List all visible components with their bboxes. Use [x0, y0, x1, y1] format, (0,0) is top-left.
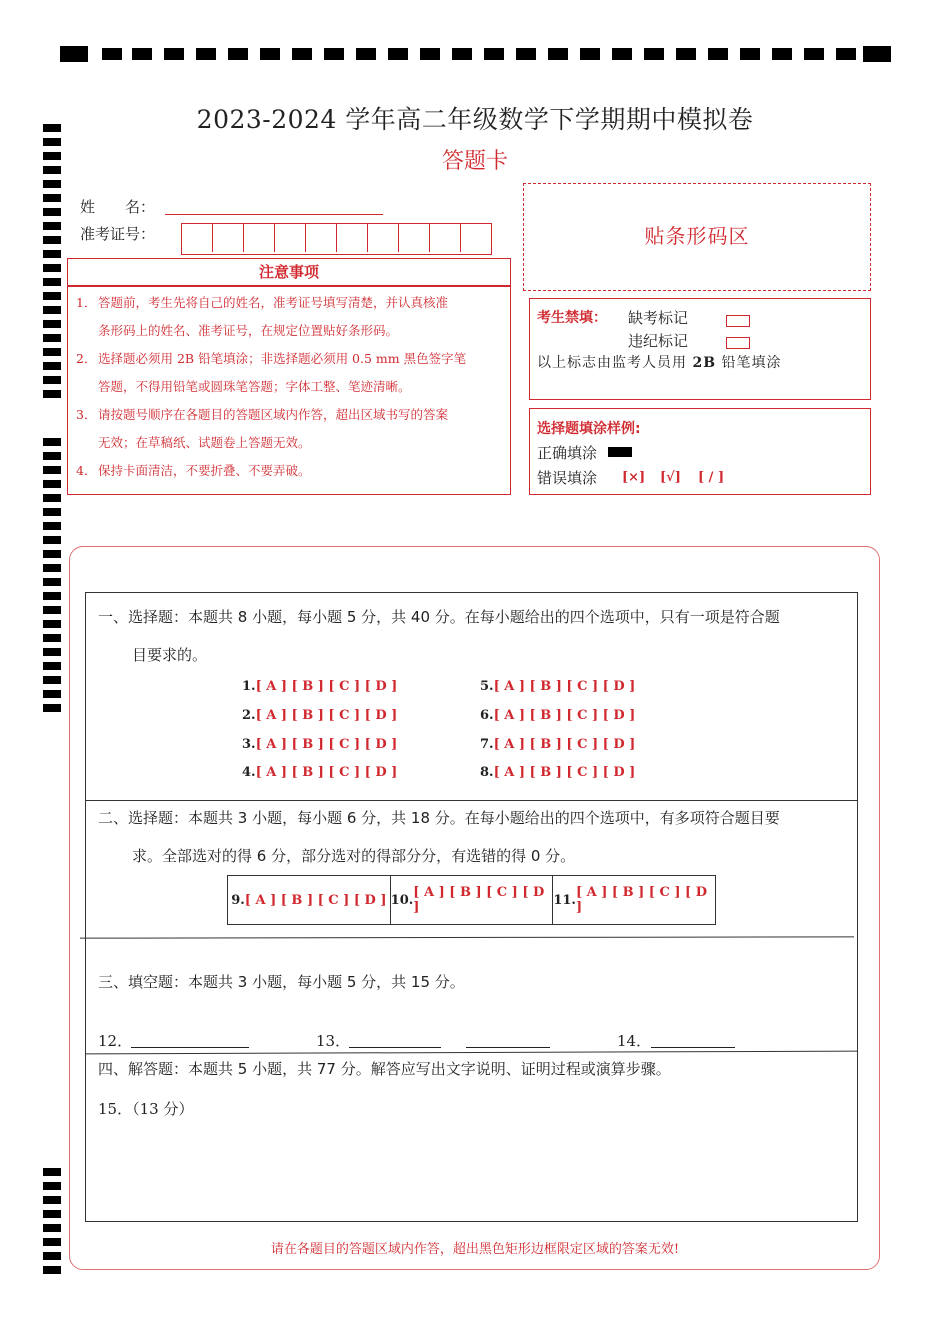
timing-mark: [43, 320, 61, 328]
timing-mark: [196, 48, 216, 60]
timing-mark: [580, 48, 600, 60]
section-2-heading-cont: 求。全部选对的得 6 分，部分选对的得部分分，有选错的得 0 分。: [132, 847, 576, 865]
notice-item-2: 2． 选择题必须用 2B 铅笔填涂；非选择题必须用 0.5 mm 黑色签字笔 答题，不得用铅笔或圆珠笔答题；字体工整、笔迹清晰。: [76, 351, 467, 394]
timing-mark: [43, 1196, 61, 1204]
question-9-options[interactable]: 9. [ A ] [ B ] [ C ] [ D ]: [228, 876, 391, 924]
question-5-options[interactable]: 5.[ A ] [ B ] [ C ] [ D ]: [480, 679, 636, 694]
name-field[interactable]: [165, 213, 383, 215]
fill-example-box: [529, 408, 871, 495]
absent-mark-label: 缺考标记: [628, 309, 689, 327]
question-10-options[interactable]: 10. [ A ] [ B ] [ C ] [ D ]: [391, 876, 554, 924]
timing-mark: [43, 292, 61, 300]
id-digit-box[interactable]: [182, 224, 213, 252]
exam-marks-box: [529, 298, 871, 400]
question-12-label: 12．: [98, 1032, 133, 1050]
timing-mark: [43, 564, 61, 572]
page-title: 2023-2024 学年高二年级数学下学期期中模拟卷: [196, 105, 754, 134]
timing-mark: [516, 48, 536, 60]
notice-item-3: 3． 请按题号顺序在各题目的答题区域内作答，超出区域书写的答案 无效；在草稿纸、试题卷上答题无效。: [76, 407, 449, 450]
question-8-options[interactable]: 8.[ A ] [ B ] [ C ] [ D ]: [480, 765, 636, 780]
timing-mark: [43, 180, 61, 188]
timing-mark: [43, 362, 61, 370]
timing-mark: [43, 348, 61, 356]
notice-box: [67, 286, 511, 495]
timing-mark: [612, 48, 632, 60]
question-12-blank[interactable]: [131, 1033, 249, 1048]
exam-marks-label: 考生禁填：: [537, 310, 607, 326]
barcode-area: [523, 183, 871, 291]
timing-mark: [863, 46, 891, 62]
timing-mark: [43, 390, 61, 398]
timing-mark: [43, 494, 61, 502]
id-digit-box[interactable]: [368, 224, 399, 252]
timing-mark: [43, 634, 61, 642]
top-timing-marks: [60, 46, 890, 62]
timing-mark: [43, 550, 61, 558]
id-digit-box[interactable]: [399, 224, 430, 252]
timing-mark: [43, 690, 61, 698]
name-label: 姓 名：: [80, 198, 156, 216]
timing-mark: [43, 208, 61, 216]
timing-mark: [43, 522, 61, 530]
question-14-label: 14．: [617, 1032, 652, 1050]
notice-title: 注意事项: [67, 258, 511, 286]
exam-marks-note: 以上标志由监考人员用 2B 铅笔填涂: [537, 355, 782, 371]
id-digit-box[interactable]: [275, 224, 306, 252]
notice-item-1: 1． 答题前，考生先将自己的姓名，准考证号填写清楚，并认真核准 条形码上的姓名、准考证号，在规定位置贴好条形码。: [76, 295, 449, 338]
timing-mark: [43, 278, 61, 286]
id-digit-box[interactable]: [337, 224, 368, 252]
timing-mark: [43, 1182, 61, 1190]
wrong-fill-sample-2: [√]: [660, 470, 681, 485]
timing-mark: [43, 620, 61, 628]
timing-mark: [43, 704, 61, 712]
timing-mark: [43, 480, 61, 488]
timing-mark: [836, 48, 856, 60]
wrong-fill-sample-1: [×]: [622, 470, 646, 485]
question-13-blank-1[interactable]: [349, 1033, 441, 1048]
violation-mark-label: 违纪标记: [628, 332, 689, 350]
question-7-options[interactable]: 7.[ A ] [ B ] [ C ] [ D ]: [480, 737, 636, 752]
timing-mark: [43, 1168, 61, 1176]
timing-mark: [804, 48, 824, 60]
timing-mark: [43, 648, 61, 656]
timing-mark: [60, 46, 88, 62]
timing-mark: [43, 676, 61, 684]
timing-mark: [644, 48, 664, 60]
timing-mark: [43, 438, 61, 446]
timing-mark: [43, 662, 61, 670]
section-1-heading: 一、选择题：本题共 8 小题，每小题 5 分，共 40 分。在每小题给出的四个选项中，只有一项是符合题: [98, 608, 780, 626]
timing-mark: [43, 1266, 61, 1274]
timing-mark: [43, 606, 61, 614]
timing-mark: [484, 48, 504, 60]
timing-mark: [43, 452, 61, 460]
wrong-fill-label: 错误填涂: [537, 469, 598, 487]
timing-mark: [356, 48, 376, 60]
absent-mark-box[interactable]: [726, 310, 750, 329]
question-14-blank[interactable]: [651, 1033, 735, 1048]
timing-mark: [164, 48, 184, 60]
question-3-options[interactable]: 3.[ A ] [ B ] [ C ] [ D ]: [242, 737, 398, 752]
question-11-options[interactable]: 11. [ A ] [ B ] [ C ] [ D ]: [553, 885, 707, 915]
timing-mark: [43, 236, 61, 244]
timing-mark: [420, 48, 440, 60]
id-digit-box[interactable]: [213, 224, 244, 252]
timing-mark: [102, 48, 122, 60]
multi-choice-grid: [227, 875, 716, 925]
wrong-fill-sample-3: [ / ]: [698, 470, 725, 485]
question-1-options[interactable]: 1.[ A ] [ B ] [ C ] [ D ]: [242, 679, 398, 694]
timing-mark: [548, 48, 568, 60]
timing-mark: [43, 222, 61, 230]
question-2-options[interactable]: 2.[ A ] [ B ] [ C ] [ D ]: [242, 708, 398, 723]
section-4-heading: 四、解答题：本题共 5 小题，共 77 分。解答应写出文字说明、证明过程或演算步骤。: [98, 1060, 671, 1078]
timing-mark: [43, 250, 61, 258]
timing-mark: [43, 306, 61, 314]
id-digit-box[interactable]: [244, 224, 275, 252]
timing-mark: [228, 48, 248, 60]
timing-mark: [43, 1210, 61, 1218]
timing-mark: [43, 592, 61, 600]
id-label: 准考证号：: [80, 225, 156, 243]
question-13-blank-2[interactable]: [466, 1033, 550, 1048]
timing-mark: [43, 508, 61, 516]
id-digit-box[interactable]: [461, 224, 491, 252]
timing-mark: [740, 48, 760, 60]
timing-mark: [708, 48, 728, 60]
timing-mark: [388, 48, 408, 60]
violation-mark-box[interactable]: [726, 332, 750, 351]
id-number-boxes[interactable]: [181, 223, 492, 255]
id-digit-box[interactable]: [306, 224, 337, 252]
barcode-area-label: 贴条形码区: [644, 224, 750, 248]
fill-example-title: 选择题填涂样例:: [537, 421, 641, 437]
timing-mark: [43, 376, 61, 384]
timing-mark: [43, 194, 61, 202]
question-4-options[interactable]: 4.[ A ] [ B ] [ C ] [ D ]: [242, 765, 398, 780]
timing-mark: [452, 48, 472, 60]
question-6-options[interactable]: 6.[ A ] [ B ] [ C ] [ D ]: [480, 708, 636, 723]
id-digit-box[interactable]: [430, 224, 461, 252]
timing-mark: [676, 48, 696, 60]
timing-mark: [43, 466, 61, 474]
correct-fill-sample: [608, 447, 632, 457]
question-15-label: 15．（13 分）: [98, 1100, 194, 1118]
timing-mark: [292, 48, 312, 60]
correct-fill-label: 正确填涂: [537, 444, 598, 462]
notice-item-4: 4． 保持卡面清洁，不要折叠、不要弄破。: [76, 463, 311, 478]
timing-mark: [43, 578, 61, 586]
timing-mark: [43, 536, 61, 544]
timing-mark: [43, 1224, 61, 1232]
timing-mark: [324, 48, 344, 60]
page-subtitle: 答题卡: [441, 149, 508, 174]
timing-mark: [43, 334, 61, 342]
section-1-heading-cont: 目要求的。: [132, 646, 208, 664]
timing-mark: [260, 48, 280, 60]
section-2-heading: 二、选择题：本题共 3 小题，每小题 6 分，共 18 分。在每小题给出的四个选项中，有多项符合题目要: [98, 809, 780, 827]
section-3-heading: 三、填空题：本题共 3 小题，每小题 5 分，共 15 分。: [98, 973, 465, 991]
timing-mark: [772, 48, 792, 60]
question-13-label: 13．: [316, 1032, 351, 1050]
timing-mark: [132, 48, 152, 60]
footer-warning: 请在各题目的答题区域内作答，超出黑色矩形边框限定区域的答案无效!: [270, 1242, 680, 1257]
timing-mark: [43, 264, 61, 272]
